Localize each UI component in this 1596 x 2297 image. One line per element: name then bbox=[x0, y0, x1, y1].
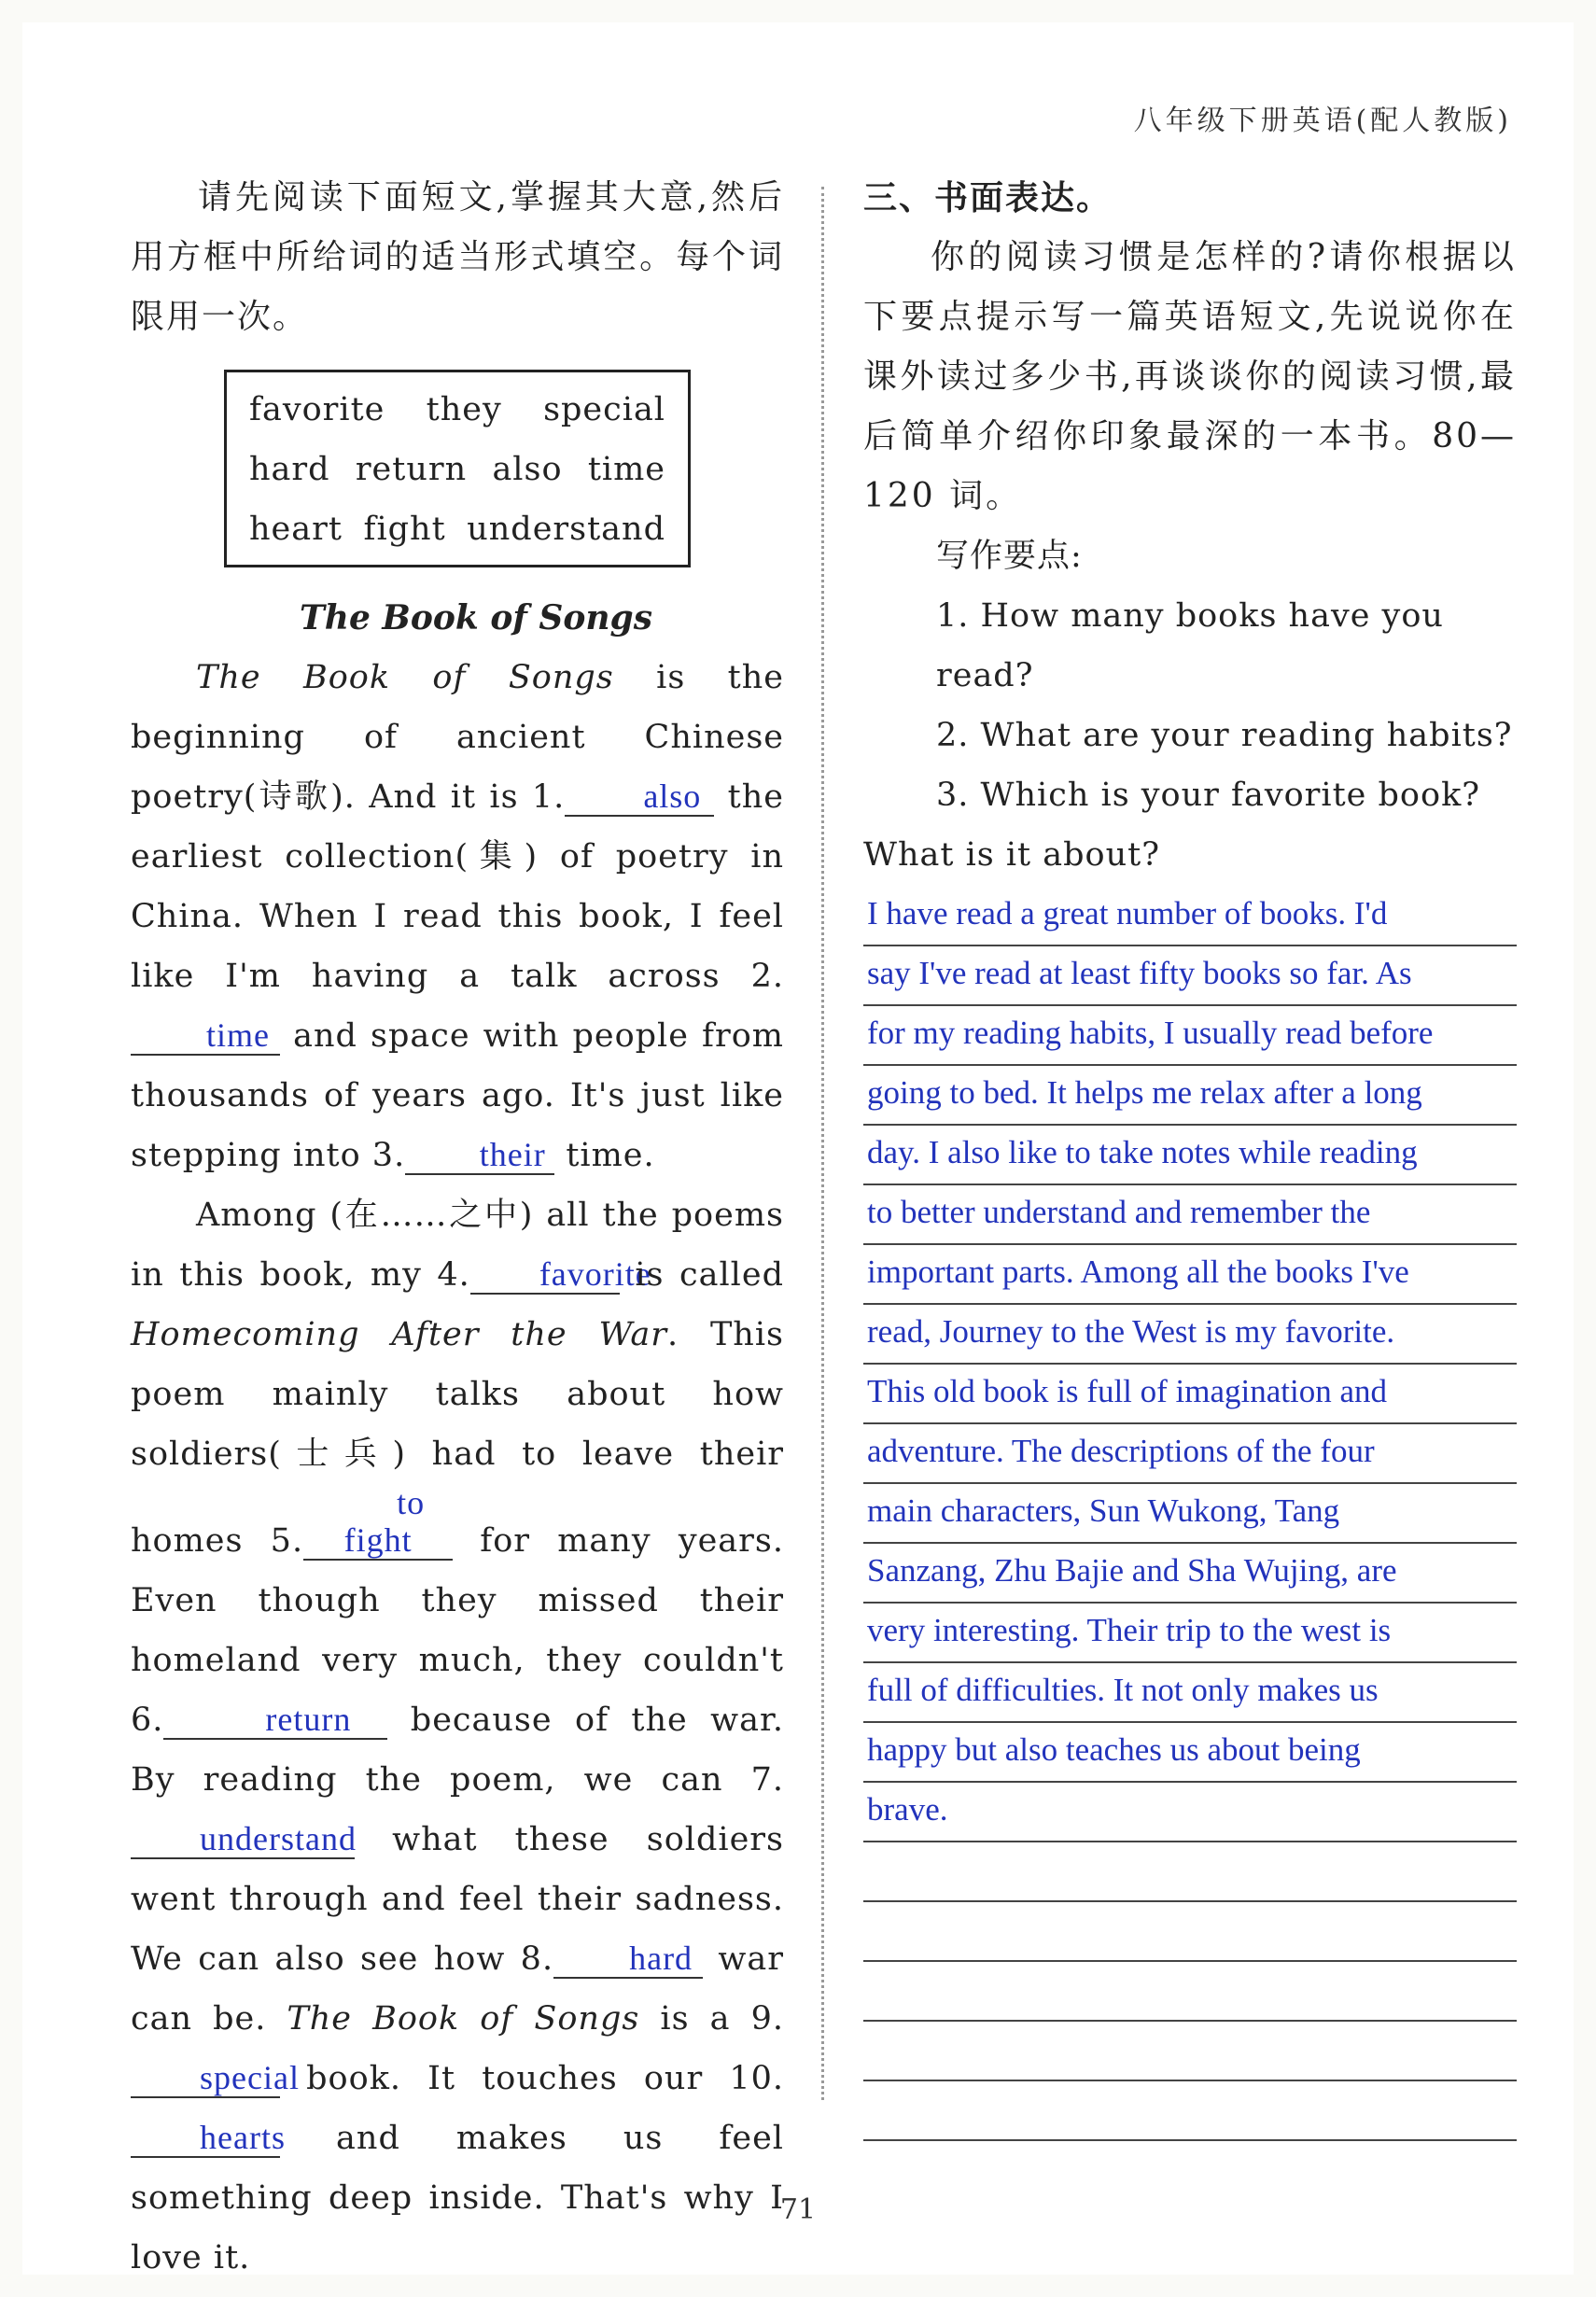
blank-4-answer[interactable]: favorite bbox=[470, 1255, 620, 1295]
essay-line[interactable]: for my reading habits, I usually read before bbox=[863, 1006, 1517, 1066]
essay-line[interactable] bbox=[863, 2022, 1517, 2081]
passage-title: The Book of Songs bbox=[300, 598, 652, 637]
word-bank-row bbox=[249, 440, 665, 499]
section-heading: 三、书面表达。 bbox=[863, 178, 1113, 217]
essay-line[interactable]: very interesting. Their trip to the west is bbox=[863, 1604, 1517, 1663]
word-bank-box bbox=[224, 370, 691, 567]
blank-5-answer[interactable]: to fight bbox=[303, 1484, 453, 1561]
essay-line[interactable] bbox=[863, 1842, 1517, 1902]
essay-line[interactable]: read, Journey to the West is my favorite. bbox=[863, 1305, 1517, 1365]
essay-line[interactable]: to better understand and remember the bbox=[863, 1185, 1517, 1245]
essay-line[interactable]: say I've read at least fifty books so far. As bbox=[863, 946, 1517, 1006]
column-divider bbox=[821, 187, 824, 2100]
essay-line[interactable]: happy but also teaches us about being bbox=[863, 1723, 1517, 1783]
blank-3-answer[interactable]: their bbox=[405, 1136, 554, 1175]
passage-text: Among (在……之中) all the poems in this book, my 4. bbox=[131, 1197, 784, 1294]
points-label: 写作要点: bbox=[936, 538, 1083, 575]
cloze-instruction: 请先阅读下面短文,掌握其大意,然后用方框中所给词的适当形式填空。每个词限用一次。 bbox=[131, 178, 784, 336]
writing-point-2: 2. What are your reading habits? bbox=[936, 717, 1513, 754]
word-bank-word: return bbox=[355, 451, 468, 488]
passage-text: what these soldiers went through and feel their sadness. We can also see how 8. bbox=[131, 1821, 784, 1978]
essay-line[interactable]: full of difficulties. It not only makes us bbox=[863, 1663, 1517, 1723]
passage-paragraph-1 bbox=[131, 648, 784, 1185]
blank-8-answer[interactable]: hard bbox=[553, 1940, 703, 1979]
passage-text: is a 9. bbox=[639, 2000, 784, 2038]
essay-line[interactable]: brave. bbox=[863, 1783, 1517, 1842]
passage-text: for many years. Even though they missed their homeland very much, they couldn't 6. bbox=[131, 1522, 784, 1739]
passage-text: is the beginning of ancient Chinese poetry(诗歌). And it is 1. bbox=[131, 659, 785, 816]
passage-text: time. bbox=[554, 1137, 655, 1174]
passage-text: because of the war. By reading the poem, we can 7. bbox=[131, 1702, 784, 1799]
essay-line[interactable] bbox=[863, 1902, 1517, 1962]
essay-line[interactable]: going to bed. It helps me relax after a long bbox=[863, 1066, 1517, 1126]
essay-line[interactable]: Sanzang, Zhu Bajie and Sha Wujing, are bbox=[863, 1544, 1517, 1604]
poem-title-ref: Homecoming After the War bbox=[131, 1316, 667, 1353]
right-column bbox=[863, 168, 1517, 2141]
passage-text: and makes us feel something deep inside. That's why I love it. bbox=[131, 2120, 784, 2276]
passage-text: the earliest collection(集) of poetry in China. When I read this book, I feel like I'm having a talk across 2. bbox=[131, 778, 784, 995]
word-bank-word: heart bbox=[249, 511, 343, 548]
cloze-passage bbox=[131, 648, 784, 2288]
essay-line[interactable] bbox=[863, 2081, 1517, 2141]
word-bank-word: time bbox=[587, 451, 665, 488]
page-number: 71 bbox=[779, 2193, 817, 2226]
blank-9-answer[interactable]: special bbox=[131, 2059, 280, 2098]
essay-line[interactable]: I have read a great number of books. I'd bbox=[863, 887, 1517, 946]
blank-10-answer[interactable]: hearts bbox=[131, 2119, 280, 2158]
word-bank-word: understand bbox=[467, 511, 665, 548]
passage-text: war can be. bbox=[131, 1940, 784, 2038]
blank-2-answer[interactable]: time bbox=[131, 1016, 280, 1056]
essay-line[interactable]: adventure. The descriptions of the four bbox=[863, 1424, 1517, 1484]
word-bank-row bbox=[249, 499, 665, 559]
essay-line[interactable] bbox=[863, 1962, 1517, 2022]
passage-text: book. It touches our 10. bbox=[280, 2060, 784, 2097]
word-bank-row bbox=[249, 380, 665, 440]
word-bank-word: also bbox=[492, 451, 563, 488]
word-bank-word: they bbox=[426, 391, 502, 428]
left-column bbox=[131, 168, 784, 2288]
blank-7-answer[interactable]: understand bbox=[131, 1820, 355, 1859]
writing-prompt: 你的阅读习惯是怎样的?请你根据以下要点提示写一篇英语短文,先说说你在课外读过多少书,再谈谈你的阅读习惯,最后简单介绍你印象最深的一本书。80—120 词。 bbox=[863, 238, 1517, 515]
essay-line[interactable]: day. I also like to take notes while reading bbox=[863, 1126, 1517, 1185]
book-title-ref: The Book of Songs bbox=[287, 2000, 640, 2038]
essay-line[interactable]: important parts. Among all the books I've bbox=[863, 1245, 1517, 1305]
blank-1-answer[interactable]: also bbox=[565, 777, 714, 817]
essay-line[interactable]: main characters, Sun Wukong, Tang bbox=[863, 1484, 1517, 1544]
blank-6-answer[interactable]: return bbox=[163, 1701, 387, 1740]
word-bank-word: favorite bbox=[249, 391, 385, 428]
writing-point-3: 3. Which is your favorite book? bbox=[936, 777, 1481, 814]
essay-answer-area[interactable] bbox=[863, 887, 1517, 2141]
writing-points bbox=[863, 526, 1517, 885]
passage-paragraph-2 bbox=[131, 1185, 784, 2288]
writing-point-3-cont: What is it about? bbox=[863, 836, 1160, 874]
word-bank-word: fight bbox=[363, 511, 446, 548]
book-title-ref: The Book of Songs bbox=[196, 659, 614, 696]
writing-point-1: 1. How many books have you read? bbox=[936, 597, 1444, 694]
word-bank-word: hard bbox=[249, 451, 330, 488]
word-bank-word: special bbox=[543, 391, 665, 428]
passage-text: is called bbox=[619, 1256, 784, 1294]
passage-text: and space with people from thousands of years ago. It's just like stepping into 3. bbox=[131, 1017, 784, 1174]
passage-text: . This poem mainly talks about how soldiers(士兵) had to leave their homes 5. bbox=[131, 1316, 784, 1560]
essay-line[interactable]: This old book is full of imagination and bbox=[863, 1365, 1517, 1424]
running-head: 八年级下册英语(配人教版) bbox=[1133, 105, 1512, 137]
